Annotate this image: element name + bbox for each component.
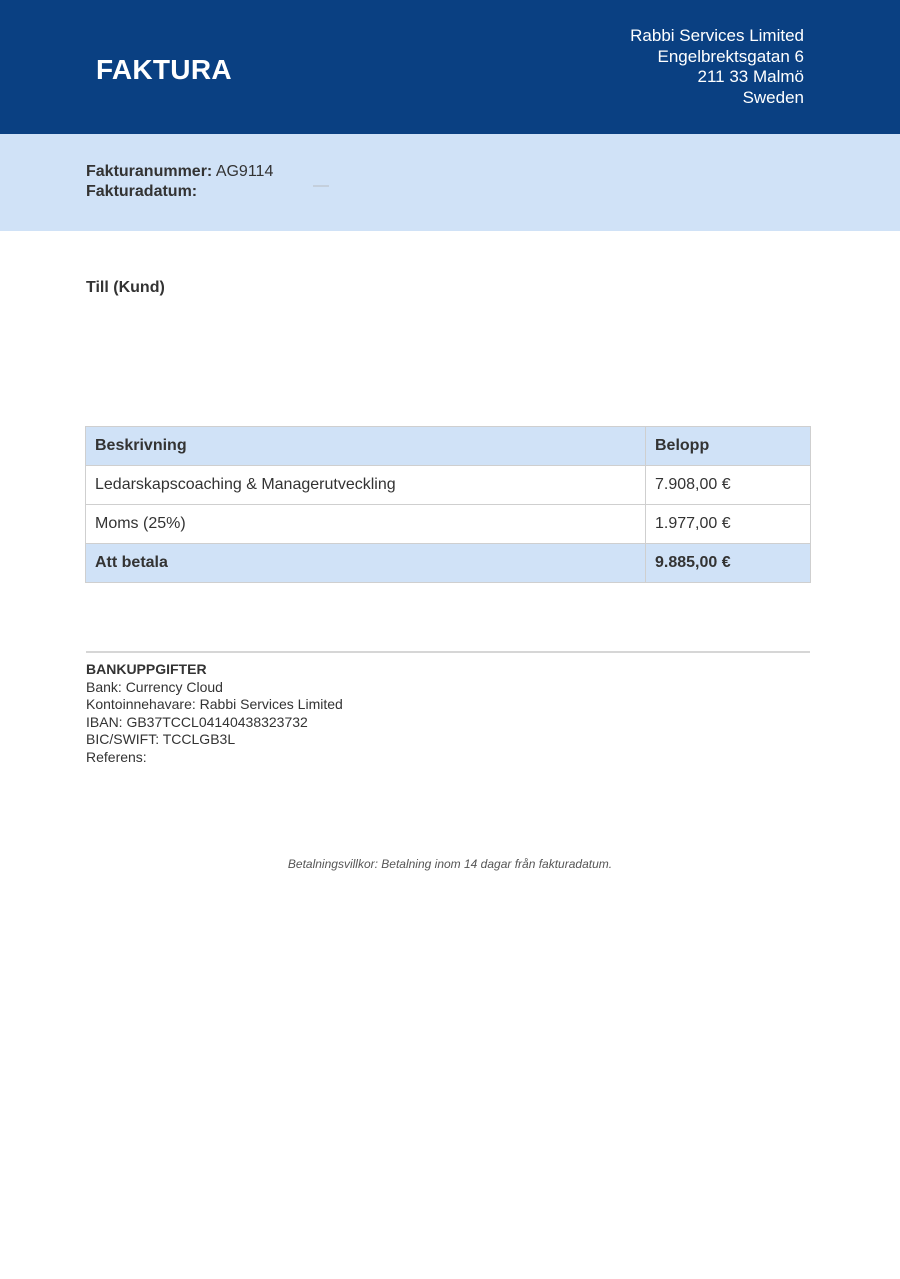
table-header-row xyxy=(86,427,811,466)
total-label: Att betala xyxy=(86,544,646,583)
invoice-number-value: AG9114 xyxy=(215,163,274,180)
bank-name: Bank: Currency Cloud xyxy=(86,678,223,695)
bank-details-title: BANKUPPGIFTER xyxy=(86,661,207,677)
company-country: Sweden xyxy=(742,87,804,107)
bank-details xyxy=(86,661,343,766)
customer-label: Till (Kund) xyxy=(86,279,165,296)
iban: IBAN: GB37TCCL04140438323732 xyxy=(86,713,308,730)
line-items-table xyxy=(85,426,811,583)
company-name: Rabbi Services Limited xyxy=(630,26,804,45)
total-amount: 9.885,00 € xyxy=(646,544,811,583)
invoice-number-line xyxy=(86,162,273,182)
company-street: Engelbrektsgatan 6 xyxy=(657,46,804,66)
row-description: Moms (25%) xyxy=(86,505,646,544)
section-divider xyxy=(86,651,810,653)
account-holder: Kontoinnehavare: Rabbi Services Limited xyxy=(86,696,343,712)
invoice-number-label: Fakturanummer: xyxy=(86,163,213,180)
company-postal-city: 211 33 Malmö xyxy=(697,67,804,86)
invoice-header xyxy=(0,0,900,134)
total-row xyxy=(86,544,811,583)
company-address xyxy=(630,26,804,108)
row-description: Ledarskapscoaching & Managerutveckling xyxy=(86,466,646,505)
row-amount: 7.908,00 € xyxy=(646,466,811,505)
row-amount: 1.977,00 € xyxy=(646,505,811,544)
header-amount: Belopp xyxy=(646,427,811,466)
payment-reference: Referens: xyxy=(86,748,147,765)
header-description: Beskrivning xyxy=(86,427,646,466)
invoice-title: FAKTURA xyxy=(96,54,232,85)
table-row xyxy=(86,505,811,544)
invoice-date-redaction xyxy=(313,185,329,187)
table-row xyxy=(86,466,811,505)
invoice-date-line xyxy=(86,182,197,202)
bic-swift: BIC/SWIFT: TCCLGB3L xyxy=(86,731,236,747)
payment-terms: Betalningsvillkor: Betalning inom 14 dagar från fakturadatum. xyxy=(287,857,613,871)
invoice-date-label: Fakturadatum: xyxy=(86,183,198,200)
